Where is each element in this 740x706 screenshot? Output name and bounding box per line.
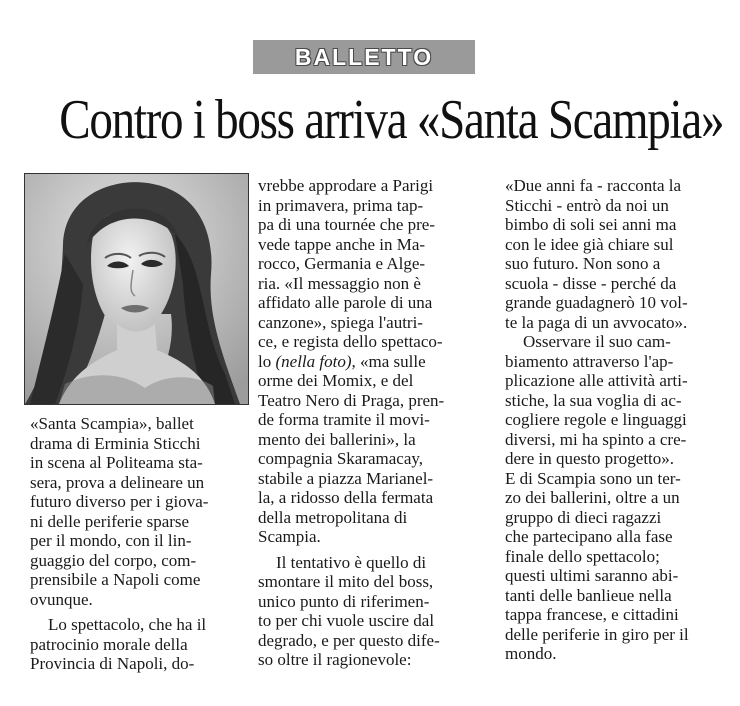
text-line: biamento attraverso l'ap- bbox=[505, 351, 674, 371]
text-line: mondo. bbox=[505, 644, 557, 663]
text-line: so oltre il ragionevole: bbox=[258, 650, 412, 669]
article-photo bbox=[24, 173, 249, 405]
text-line: che partecipano alla fase bbox=[505, 527, 673, 546]
text-line: futuro diverso per i giova- bbox=[30, 492, 209, 511]
text-line: ni delle periferie sparse bbox=[30, 511, 190, 531]
text-line: zo dei ballerini, oltre a un bbox=[505, 488, 680, 507]
text-line: questi ultimi saranno abi- bbox=[505, 566, 679, 585]
text-line: Il tentativo è quello di bbox=[276, 552, 427, 572]
text-line: prensibile a Napoli come bbox=[30, 570, 201, 589]
text-line: in primavera, prima tap- bbox=[258, 195, 424, 215]
text-line: Provincia di Napoli, do- bbox=[30, 654, 195, 673]
text-line: suo futuro. Non sono a bbox=[505, 254, 661, 273]
text-line: te la paga di un avvocato». bbox=[505, 312, 688, 332]
text-line: Teatro Nero di Praga, pren- bbox=[258, 390, 445, 410]
article-column-1 bbox=[30, 414, 262, 674]
text-line: vrebbe approdare a Parigi bbox=[258, 176, 434, 195]
text-line: canzone», spiega l'autri- bbox=[258, 312, 423, 332]
text-line: cogliere regole e linguaggi bbox=[505, 410, 687, 429]
text-line: stiche, la sua voglia di ac- bbox=[505, 390, 682, 410]
text-line: tanti delle banlieue nella bbox=[505, 585, 672, 605]
text-line: «Santa Scampia», ballet bbox=[30, 414, 194, 433]
text-line: vede tappe anche in Ma- bbox=[258, 234, 426, 254]
text-line: Scampia. bbox=[258, 527, 321, 546]
text-line: affidato alle parole di una bbox=[258, 293, 433, 312]
text-line: Sticchi - entrò da noi un bbox=[505, 195, 669, 215]
article-column-3 bbox=[505, 176, 725, 664]
text-line: delle periferie in giro per il bbox=[505, 624, 689, 644]
text-line: patrocinio morale della bbox=[30, 634, 188, 654]
text-line: de forma tramite il movi- bbox=[258, 410, 430, 429]
section-kicker-label: BALLETTO bbox=[294, 43, 434, 70]
text-line: orme dei Momix, e del bbox=[258, 371, 414, 390]
text-line: la, a ridosso della fermata bbox=[258, 488, 434, 507]
text-line: in scena al Politeama sta- bbox=[30, 453, 203, 472]
text-line bbox=[258, 352, 508, 372]
text-line: con le idee già chiare sul bbox=[505, 234, 674, 254]
text-line: bimbo di soli sei anni ma bbox=[505, 215, 677, 234]
text-line: dere in questo progetto». bbox=[505, 449, 675, 468]
text-line: plicazione alle attività arti- bbox=[505, 371, 688, 390]
photo-reference: (nella foto) bbox=[275, 351, 352, 371]
text-line: Osservare il suo cam- bbox=[523, 332, 671, 351]
text-line: compagnia Skaramacay, bbox=[258, 449, 424, 468]
text-line: ce, e regista dello spettaco- bbox=[258, 332, 443, 351]
text-line: sera, prova a delineare un bbox=[30, 472, 205, 492]
text-line: gruppo di dieci ragazzi bbox=[505, 507, 662, 527]
text-line: smontare il mito del boss, bbox=[258, 572, 434, 591]
text-line: to per chi vuole uscire dal bbox=[258, 611, 435, 630]
text-line: della metropolitana di bbox=[258, 507, 408, 527]
text-line: Lo spettacolo, che ha il bbox=[48, 615, 207, 634]
text-line: drama di Erminia Sticchi bbox=[30, 433, 201, 453]
text-line: finale dello spettacolo; bbox=[505, 546, 660, 566]
headline: Contro i boss arriva «Santa Scampia» bbox=[59, 89, 724, 151]
text-line: rocco, Germania e Alge- bbox=[258, 254, 426, 273]
text-line: «Due anni fa - racconta la bbox=[505, 176, 682, 195]
text-line: E di Scampia sono un ter- bbox=[505, 468, 681, 488]
text-line: tappa francese, e cittadini bbox=[505, 605, 679, 624]
portrait-illustration bbox=[25, 174, 248, 404]
text-line: mento dei ballerini», la bbox=[258, 429, 416, 449]
text-line: diversi, mi ha spinto a cre- bbox=[505, 429, 687, 449]
text-line: stabile a piazza Marianel- bbox=[258, 468, 434, 488]
text-line: guaggio del corpo, com- bbox=[30, 550, 197, 570]
text-fragment: lo bbox=[258, 351, 276, 371]
text-line: ria. «Il messaggio non è bbox=[258, 273, 421, 293]
text-line: scuola - disse - perché da bbox=[505, 273, 677, 293]
text-fragment: , «ma sulle bbox=[351, 351, 426, 371]
text-line: ovunque. bbox=[30, 589, 93, 609]
text-line: grande guadagnerò 10 vol- bbox=[505, 293, 688, 312]
text-line: unico punto di riferimen- bbox=[258, 591, 430, 611]
text-line: per il mondo, con il lin- bbox=[30, 531, 192, 550]
text-line: pa di una tournée che pre- bbox=[258, 215, 435, 234]
text-line: degrado, e per questo dife- bbox=[258, 630, 440, 650]
section-kicker bbox=[253, 40, 475, 74]
article-column-2 bbox=[258, 176, 508, 670]
